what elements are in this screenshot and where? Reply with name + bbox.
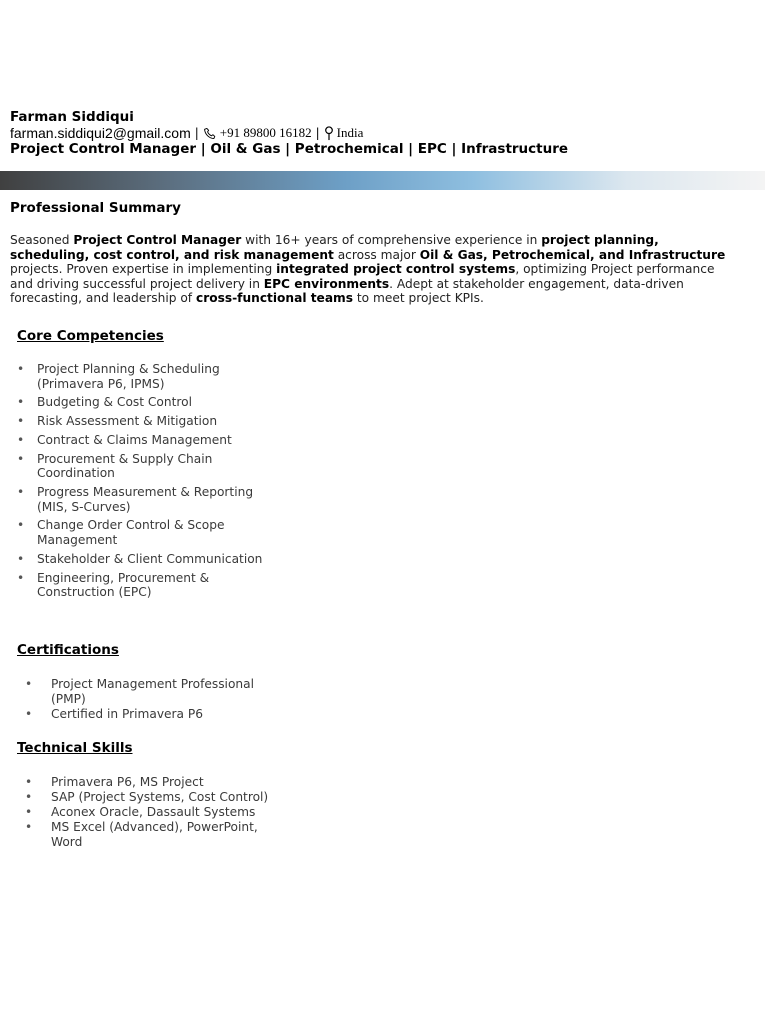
competency-item	[17, 414, 277, 429]
competency-item	[17, 362, 277, 391]
competency-item	[17, 485, 277, 514]
bullet-icon: •	[17, 451, 25, 466]
summary-text-segment: to meet project KPIs.	[353, 291, 484, 306]
certifications-list	[25, 677, 285, 722]
bullet-icon: •	[17, 432, 25, 447]
bullet-icon: •	[25, 805, 33, 820]
competency-item	[17, 395, 277, 410]
phone-icon	[203, 125, 217, 141]
bullet-icon: •	[17, 414, 25, 429]
email-link[interactable]: farman.siddiqui2@gmail.com	[10, 125, 191, 141]
summary-paragraph	[10, 233, 730, 306]
certification-item-text: Project Management Professional (PMP)	[51, 677, 254, 706]
summary-highlight: integrated project control systems	[276, 262, 516, 277]
bullet-icon: •	[17, 485, 25, 500]
summary-highlight: EPC environments	[263, 276, 390, 291]
summary-heading: Professional Summary	[10, 200, 181, 216]
location-text: India	[336, 125, 364, 140]
technical-skills-list	[25, 775, 285, 850]
location-pin-icon	[324, 125, 334, 141]
core-competencies-heading: Core Competencies	[17, 328, 164, 344]
core-competencies-list	[17, 362, 277, 604]
summary-highlight: Oil & Gas, Petrochemical, and Infrastructure	[419, 247, 726, 262]
competency-item-text: Progress Measurement & Reporting (MIS, S-Curves)	[37, 485, 254, 514]
summary-text-segment: , optimizing Project performance and driving successful project delivery in	[10, 262, 715, 291]
competency-item	[17, 552, 277, 567]
contact-line	[10, 125, 363, 141]
bullet-icon: •	[17, 395, 25, 410]
technical-skill-item-text: MS Excel (Advanced), PowerPoint, Word	[51, 820, 258, 849]
contact-separator: |	[315, 126, 320, 140]
certifications-heading: Certifications	[17, 642, 119, 658]
certification-item-text: Certified in Primavera P6	[51, 706, 203, 721]
certification-item	[25, 677, 285, 706]
technical-skill-item	[25, 805, 285, 820]
summary-text-segment: projects. Proven expertise in implementing	[10, 262, 277, 277]
technical-skill-item-text: SAP (Project Systems, Cost Control)	[51, 790, 269, 805]
summary-text-segment: Seasoned	[10, 233, 74, 247]
bullet-icon: •	[25, 706, 33, 721]
header-divider-bar	[0, 171, 765, 190]
professional-headline: Project Control Manager | Oil & Gas | Petrochemical | EPC | Infrastructure	[10, 141, 569, 157]
technical-skills-heading: Technical Skills	[17, 740, 133, 756]
bullet-icon: •	[17, 570, 25, 585]
competency-item-text: Procurement & Supply Chain Coordination	[37, 451, 213, 481]
summary-highlight: Project Control Manager	[73, 233, 242, 247]
bullet-icon: •	[17, 551, 25, 566]
competency-item-text: Budgeting & Cost Control	[37, 395, 192, 410]
competency-item-text: Engineering, Procurement & Construction (EPC)	[37, 570, 210, 600]
technical-skill-item	[25, 790, 285, 805]
contact-separator: |	[194, 126, 199, 140]
bullet-icon: •	[17, 518, 25, 533]
phone-number[interactable]: +91 89800 16182	[219, 125, 312, 140]
bullet-icon: •	[25, 677, 33, 691]
competency-item	[17, 452, 277, 481]
summary-text-segment: with 16+ years of comprehensive experience in	[241, 233, 542, 247]
competency-item-text: Project Planning & Scheduling (Primavera P6, IPMS)	[37, 362, 220, 391]
certification-item	[25, 707, 285, 722]
bullet-icon: •	[17, 362, 25, 376]
technical-skill-item	[25, 820, 285, 849]
bullet-icon: •	[25, 820, 33, 835]
summary-highlight: project planning, scheduling, cost control, and risk management	[10, 233, 659, 262]
technical-skill-item	[25, 775, 285, 790]
bullet-icon: •	[25, 790, 33, 805]
summary-text-segment: across major	[333, 247, 420, 262]
competency-item-text: Change Order Control & Scope Management	[37, 518, 225, 548]
competency-item-text: Stakeholder & Client Communication	[37, 551, 263, 566]
bullet-icon: •	[25, 775, 33, 789]
competency-item-text: Risk Assessment & Mitigation	[37, 414, 218, 429]
competency-item	[17, 433, 277, 448]
candidate-name: Farman Siddiqui	[10, 109, 134, 125]
competency-item-text: Contract & Claims Management	[37, 432, 232, 447]
competency-item	[17, 571, 277, 600]
technical-skill-item-text: Aconex Oracle, Dassault Systems	[51, 805, 256, 820]
summary-highlight: cross-functional teams	[195, 291, 354, 306]
competency-item	[17, 518, 277, 547]
technical-skill-item-text: Primavera P6, MS Project	[51, 775, 204, 789]
summary-text-segment: . Adept at stakeholder engagement, data-driven forecasting, and leadership of	[10, 276, 684, 306]
